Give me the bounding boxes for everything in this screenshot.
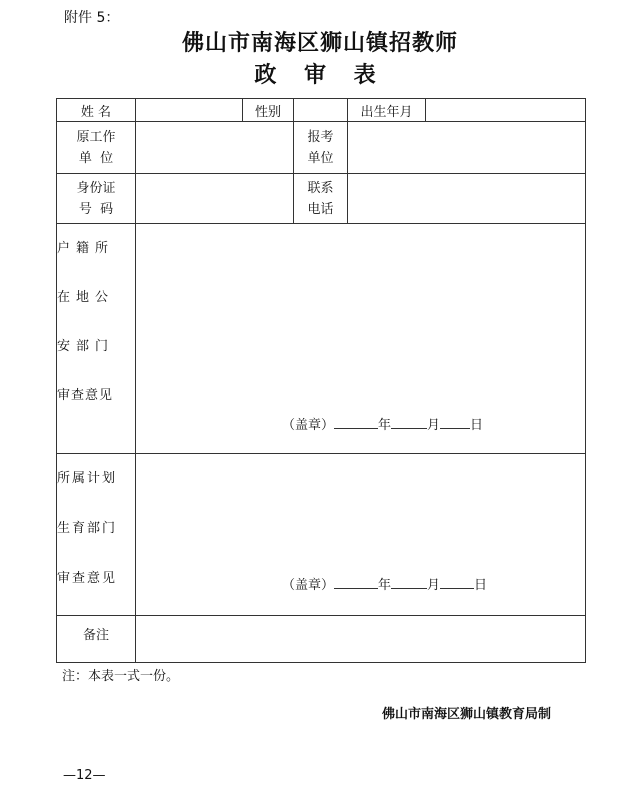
family-label-line3: 审查意见	[57, 571, 118, 586]
name-label: 姓 名	[57, 99, 136, 122]
family-month-label: 月	[427, 578, 441, 593]
family-planning-opinion-field[interactable]	[136, 454, 586, 616]
family-seal-line	[282, 574, 487, 593]
police-seal-label: （盖章）	[282, 418, 335, 433]
id-number-label	[57, 174, 136, 224]
gender-label: 性别	[243, 99, 294, 122]
phone-label-line2: 电话	[307, 201, 334, 217]
family-month-blank[interactable]	[391, 576, 427, 589]
police-review-label	[57, 224, 136, 454]
family-seal-label: （盖章）	[282, 578, 335, 593]
original-unit-label	[57, 122, 136, 174]
family-day-label: 日	[474, 578, 488, 593]
police-year-label: 年	[378, 418, 392, 433]
page-title: 佛山市南海区狮山镇招教师	[181, 30, 458, 56]
police-label-line2: 在地公	[57, 290, 115, 305]
remark-field[interactable]	[136, 616, 586, 663]
page-number: —12—	[63, 768, 106, 783]
police-day-label: 日	[470, 418, 484, 433]
phone-field[interactable]	[348, 174, 586, 224]
apply-unit-label	[294, 122, 348, 174]
family-year-blank[interactable]	[334, 576, 378, 589]
issuer-label: 佛山市南海区狮山镇教育局制	[382, 707, 552, 722]
attachment-label: 附件 5：	[64, 10, 120, 26]
police-seal-line	[282, 414, 483, 433]
family-label-line2: 生育部门	[57, 521, 118, 536]
name-field[interactable]	[136, 99, 243, 122]
police-month-blank[interactable]	[391, 416, 427, 429]
police-label-line3: 安部门	[57, 339, 115, 354]
birth-label: 出生年月	[348, 99, 426, 122]
original-unit-field[interactable]	[136, 122, 294, 174]
political-review-form	[56, 98, 586, 663]
phone-label-line1: 联系	[307, 180, 334, 196]
police-year-blank[interactable]	[334, 416, 378, 429]
form-note: 注：本表一式一份。	[62, 669, 180, 684]
police-month-label: 月	[427, 418, 441, 433]
family-year-label: 年	[378, 578, 392, 593]
original-unit-label-line1: 原工作	[76, 129, 116, 145]
police-review-opinion-field[interactable]	[136, 224, 586, 454]
apply-unit-label-line2: 单位	[307, 150, 334, 166]
form-title: 政 审 表	[254, 62, 386, 88]
apply-unit-field[interactable]	[348, 122, 586, 174]
police-day-blank[interactable]	[440, 416, 470, 429]
id-number-field[interactable]	[136, 174, 294, 224]
police-label-line4: 审查意见	[57, 388, 114, 403]
family-label-line1: 所属计划	[57, 471, 118, 486]
id-number-label-line2: 号 码	[78, 201, 114, 217]
original-unit-label-line2: 单 位	[78, 150, 114, 166]
phone-label	[294, 174, 348, 224]
id-number-label-line1: 身份证	[76, 180, 116, 196]
apply-unit-label-line1: 报考	[307, 129, 334, 145]
family-day-blank[interactable]	[440, 576, 474, 589]
police-label-line1: 户籍所	[57, 241, 115, 256]
remark-label: 备注	[57, 616, 136, 663]
gender-field[interactable]	[294, 99, 348, 122]
family-planning-review-label	[57, 454, 136, 616]
birth-field[interactable]	[426, 99, 586, 122]
